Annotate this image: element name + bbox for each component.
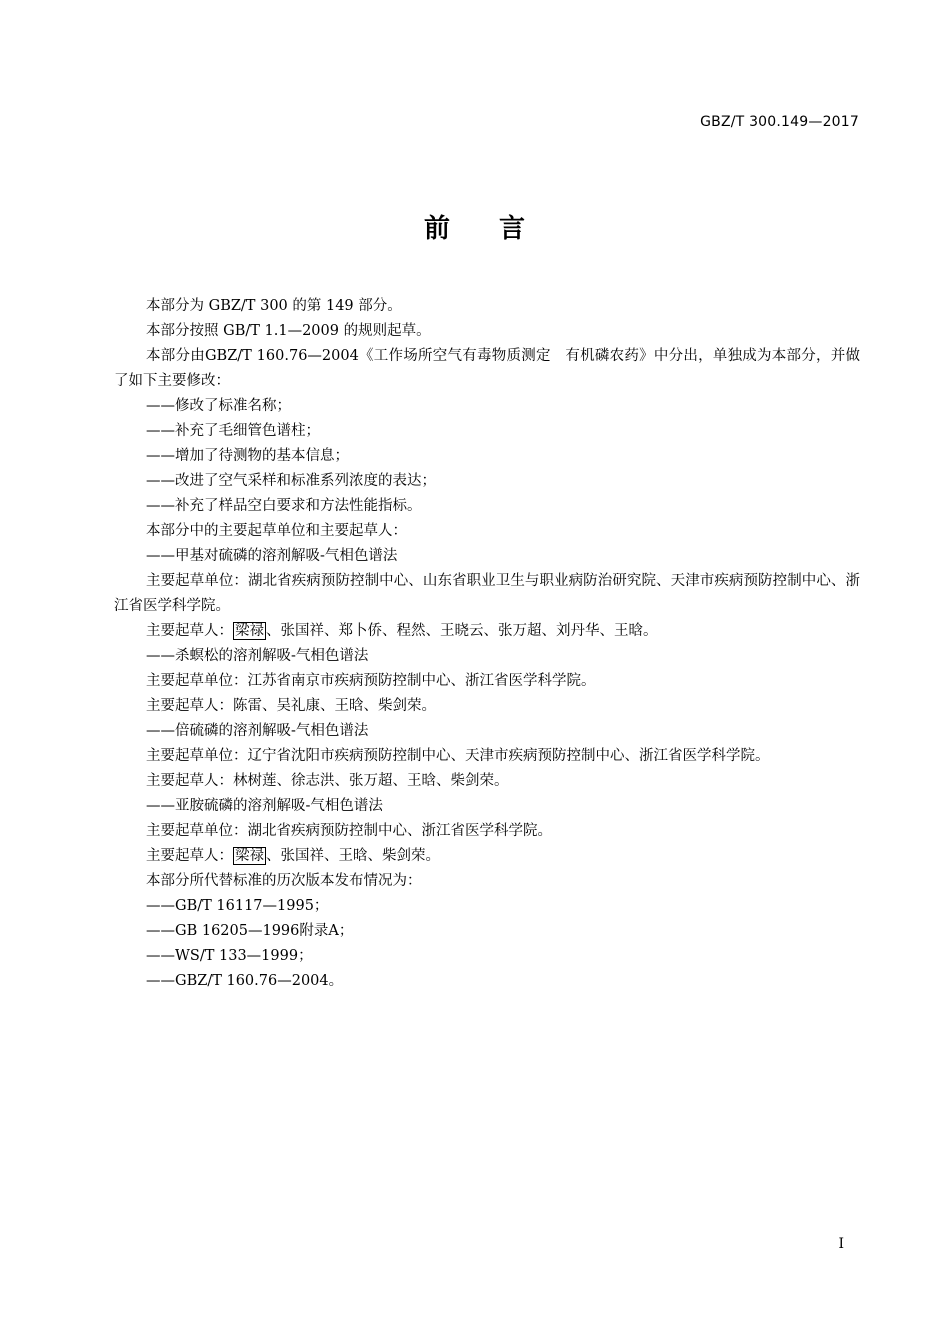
- paragraph-part-number: 本部分为 GBZ/T 300 的第 149 部分。: [146, 298, 402, 314]
- drafters: 主要起草人：林树莲、徐志洪、张万超、王晗、柴剑荣。: [146, 773, 509, 789]
- boxed-name: 梁禄: [235, 848, 264, 864]
- modification-item: ——增加了待测物的基本信息；: [146, 448, 349, 464]
- history-intro: 本部分所代替标准的历次版本发布情况为：: [146, 873, 422, 889]
- history-item: ——GB 16205—1996附录A；: [146, 923, 354, 939]
- modification-item: ——补充了样品空白要求和方法性能指标。: [146, 498, 422, 514]
- paragraph-origin: 本部分由GBZ/T 160.76—2004《工作场所空气有毒物质测定 有机磷农药》中分出，单独成为本部分，并做了如下主要修改：: [114, 348, 860, 389]
- history-item: ——WS/T 133—1999；: [146, 948, 313, 964]
- drafters-intro: 本部分中的主要起草单位和主要起草人：: [146, 523, 407, 539]
- drafters-label: 主要起草人：: [146, 623, 233, 639]
- method-title: ——亚胺硫磷的溶剂解吸-气相色谱法: [146, 798, 383, 814]
- drafting-units: 主要起草单位：辽宁省沈阳市疾病预防控制中心、天津市疾病预防控制中心、浙江省医学科学院。: [146, 748, 770, 764]
- document-body: [114, 294, 860, 994]
- boxed-name: 梁禄: [235, 623, 264, 639]
- modification-item: ——补充了毛细管色谱柱；: [146, 423, 320, 439]
- page-number: I: [838, 1236, 844, 1252]
- method-title: ——杀螟松的溶剂解吸-气相色谱法: [146, 648, 369, 664]
- drafters-label: 主要起草人：: [146, 848, 233, 864]
- drafters: 主要起草人：陈雷、吴礼康、王晗、柴剑荣。: [146, 698, 436, 714]
- drafters-rest: 、张国祥、郑卜侨、程然、王晓云、张万超、刘丹华、王晗。: [266, 623, 658, 639]
- modification-item: ——改进了空气采样和标准系列浓度的表达；: [146, 473, 436, 489]
- method-title: ——倍硫磷的溶剂解吸-气相色谱法: [146, 723, 369, 739]
- drafters-rest: 、张国祥、王晗、柴剑荣。: [266, 848, 440, 864]
- drafters: [114, 844, 860, 869]
- history-item: ——GBZ/T 160.76—2004。: [146, 973, 344, 989]
- paragraph-drafting-rules: 本部分按照 GB/T 1.1—2009 的规则起草。: [146, 323, 431, 339]
- method-title: ——甲基对硫磷的溶剂解吸-气相色谱法: [146, 548, 398, 564]
- standard-code: GBZ/T 300.149—2017: [700, 114, 859, 130]
- drafting-units: 主要起草单位：湖北省疾病预防控制中心、山东省职业卫生与职业病防治研究院、天津市疾病预防控制中心、浙江省医学科学院。: [114, 573, 860, 614]
- history-item: ——GB/T 16117—1995；: [146, 898, 329, 914]
- page-title: [0, 208, 950, 245]
- drafting-units: 主要起草单位：江苏省南京市疾病预防控制中心、浙江省医学科学院。: [146, 673, 596, 689]
- modification-item: ——修改了标准名称；: [146, 398, 291, 414]
- title-char-1: 前: [423, 214, 451, 244]
- title-char-2: 言: [499, 214, 527, 244]
- drafters: [114, 619, 860, 644]
- drafting-units: 主要起草单位：湖北省疾病预防控制中心、浙江省医学科学院。: [146, 823, 552, 839]
